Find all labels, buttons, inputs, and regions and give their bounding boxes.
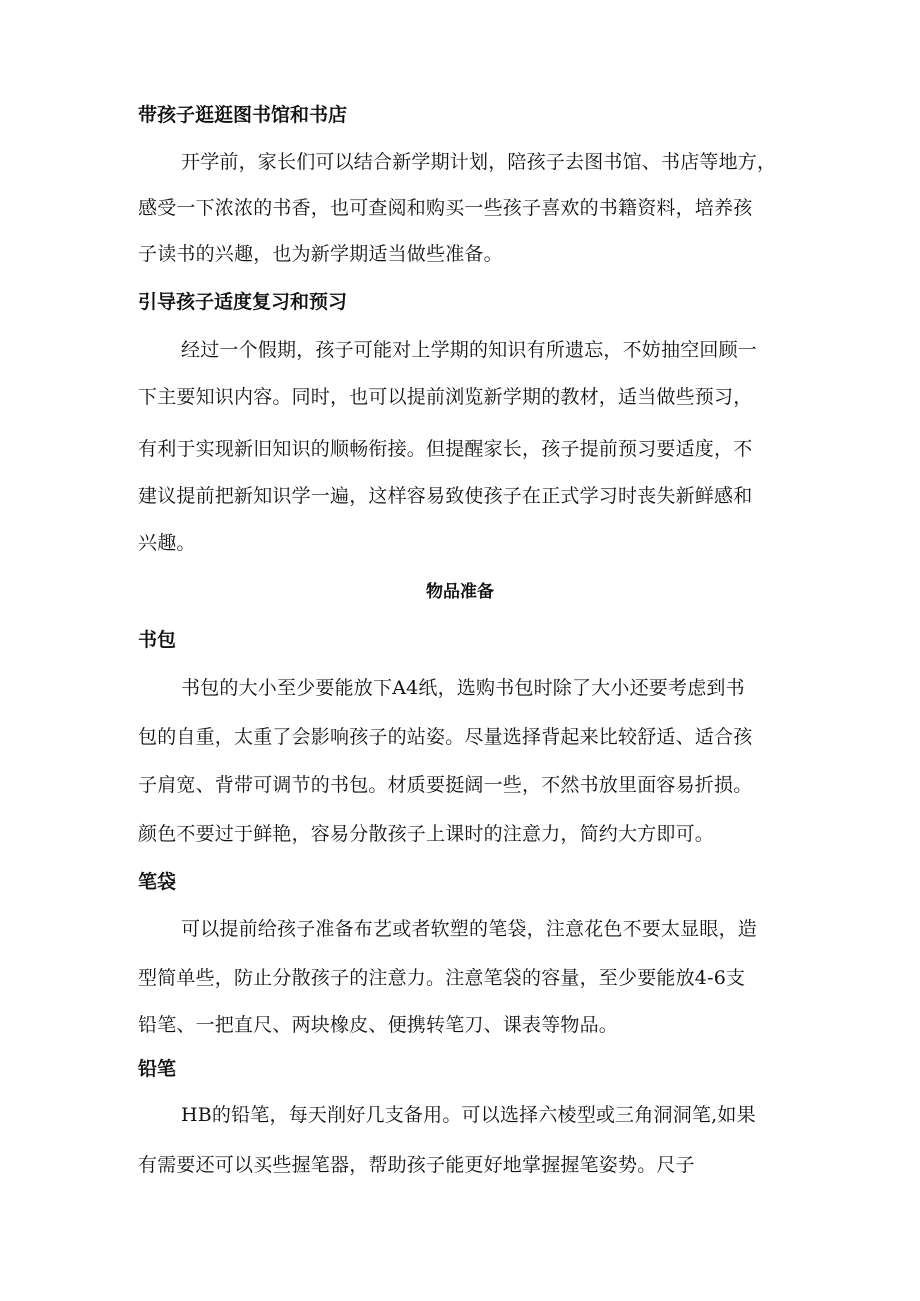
paragraph-line: 型简单些，防止分散孩子的注意力。注意笔袋的容量，至少要能放4-6支 (138, 967, 746, 989)
paragraph-line: 可以提前给孩子准备布艺或者软塑的笔袋，注意花色不要太显眼，造 (181, 918, 758, 940)
item-heading-pencil-case: 笔袋 (138, 871, 177, 893)
paragraph-line: 经过一个假期，孩子可能对上学期的知识有所遗忘，不妨抽空回顾一 (181, 339, 758, 361)
paragraph-line: 有需要还可以买些握笔器，帮助孩子能更好地掌握握笔姿势。尺子 (138, 1154, 695, 1176)
paragraph-line: 包的自重，太重了会影响孩子的站姿。尽量选择背起来比较舒适、适合孩 (138, 726, 753, 748)
section-heading-library: 带孩子逛逛图书馆和书店 (138, 104, 348, 126)
paragraph-line: 建议提前把新知识学一遍，这样容易致使孩子在正式学习时丧失新鲜感和 (138, 485, 753, 507)
paragraph-line: 开学前，家长们可以结合新学期计划，陪孩子去图书馆、书店等地方， (181, 151, 777, 173)
paragraph-line: 书包的大小至少要能放下A4纸，选购书包时除了大小还要考虑到书 (181, 677, 745, 699)
paragraph-line: 子读书的兴趣，也为新学期适当做些准备。 (138, 243, 503, 265)
item-heading-pencil: 铅笔 (138, 1058, 177, 1080)
paragraph-line: 有利于实现新旧知识的顺畅衔接。但提醒家长，孩子提前预习要适度，不 (138, 438, 753, 460)
paragraph-line: HB的铅笔，每天削好几支备用。可以选择六棱型或三角洞洞笔,如果 (181, 1104, 756, 1126)
paragraph-line: 兴趣。 (138, 532, 196, 554)
paragraph-line: 子肩宽、背带可调节的书包。材质要挺阔一些，不然书放里面容易折损。 (138, 774, 753, 796)
section-heading-review: 引导孩子适度复习和预习 (138, 291, 348, 313)
item-heading-schoolbag: 书包 (138, 629, 177, 651)
paragraph-line: 下主要知识内容。同时，也可以提前浏览新学期的教材，适当做些预习， (138, 386, 753, 408)
paragraph-line: 颜色不要过于鲜艳，容易分散孩子上课时的注意力，简约大方即可。 (138, 823, 715, 845)
paragraph-line: 铅笔、一把直尺、两块橡皮、便携转笔刀、课表等物品。 (138, 1014, 619, 1036)
center-heading: 物品准备 (426, 582, 494, 602)
paragraph-line: 感受一下浓浓的书香，也可查阅和购买一些孩子喜欢的书籍资料，培养孩 (138, 197, 753, 219)
